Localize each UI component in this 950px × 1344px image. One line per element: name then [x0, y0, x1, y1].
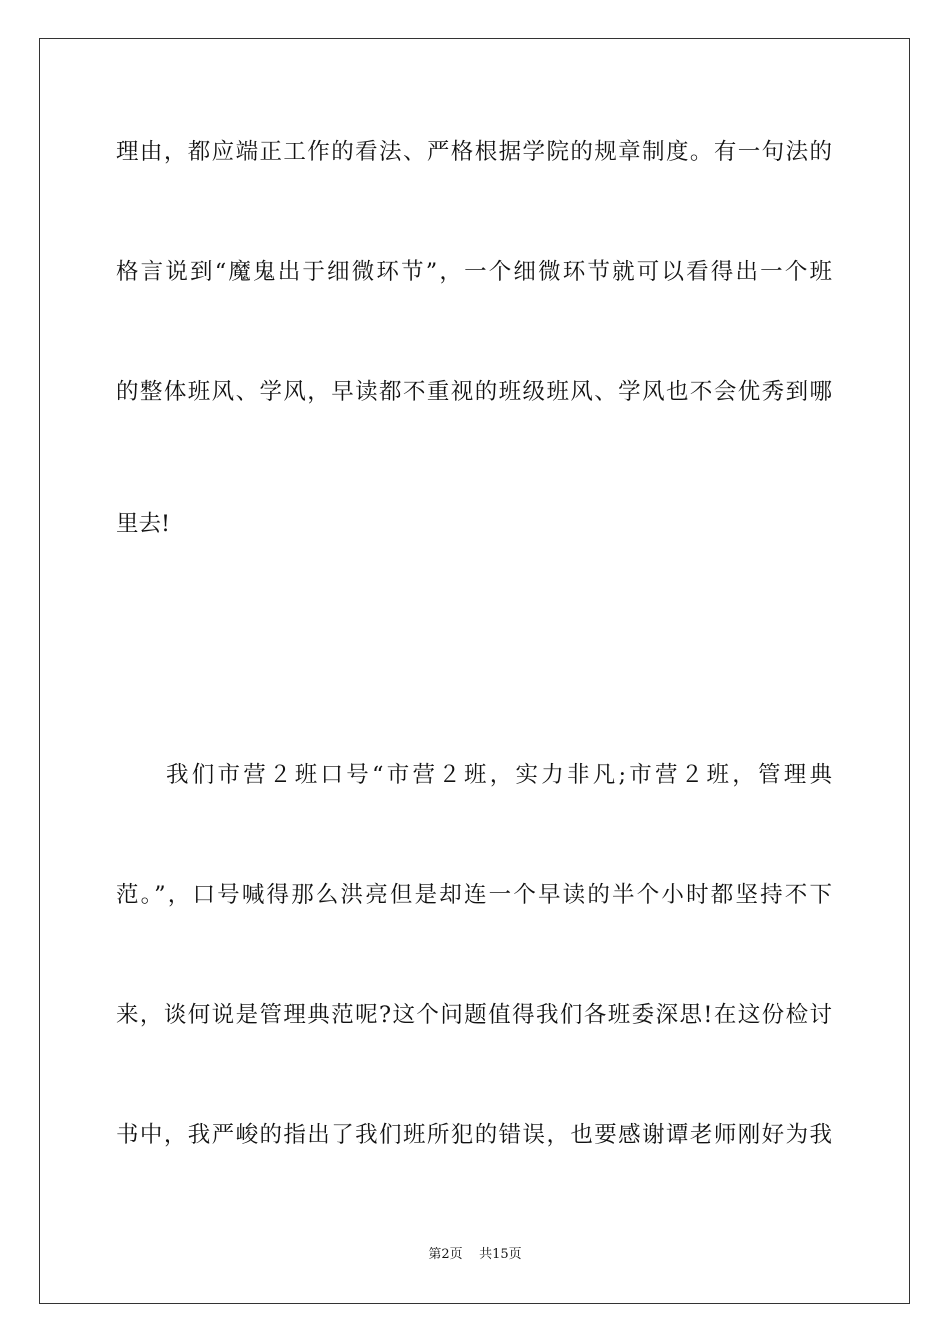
page-border — [39, 38, 910, 1304]
footer-total-pages: 共15页 — [479, 1247, 522, 1262]
paragraph-line-3: 的整体班风、学风，早读都不重视的班级班风、学风也不会优秀到哪 — [116, 379, 832, 405]
footer-page-number: 第2页 — [428, 1247, 463, 1262]
paragraph-2-line-2: 范。”，口号喊得那么洪亮但是却连一个早读的半个小时都坚持不下 — [116, 882, 832, 908]
paragraph-line-2: 格言说到“魔鬼出于细微环节”，一个细微环节就可以看得出一个班 — [116, 259, 832, 285]
paragraph-2-line-3: 来，谈何说是管理典范呢?这个问题值得我们各班委深思!在这份检讨 — [116, 1002, 832, 1028]
paragraph-line-1: 理由，都应端正工作的看法、严格根据学院的规章制度。有一句法的 — [116, 139, 832, 165]
page-footer — [0, 1246, 950, 1264]
paragraph-line-4: 里去! — [116, 511, 171, 537]
paragraph-2-line-4: 书中，我严峻的指出了我们班所犯的错误，也要感谢谭老师刚好为我 — [116, 1122, 832, 1148]
paragraph-2-line-1: 我们市营２班口号“市营２班，实力非凡;市营２班，管理典 — [166, 762, 832, 788]
